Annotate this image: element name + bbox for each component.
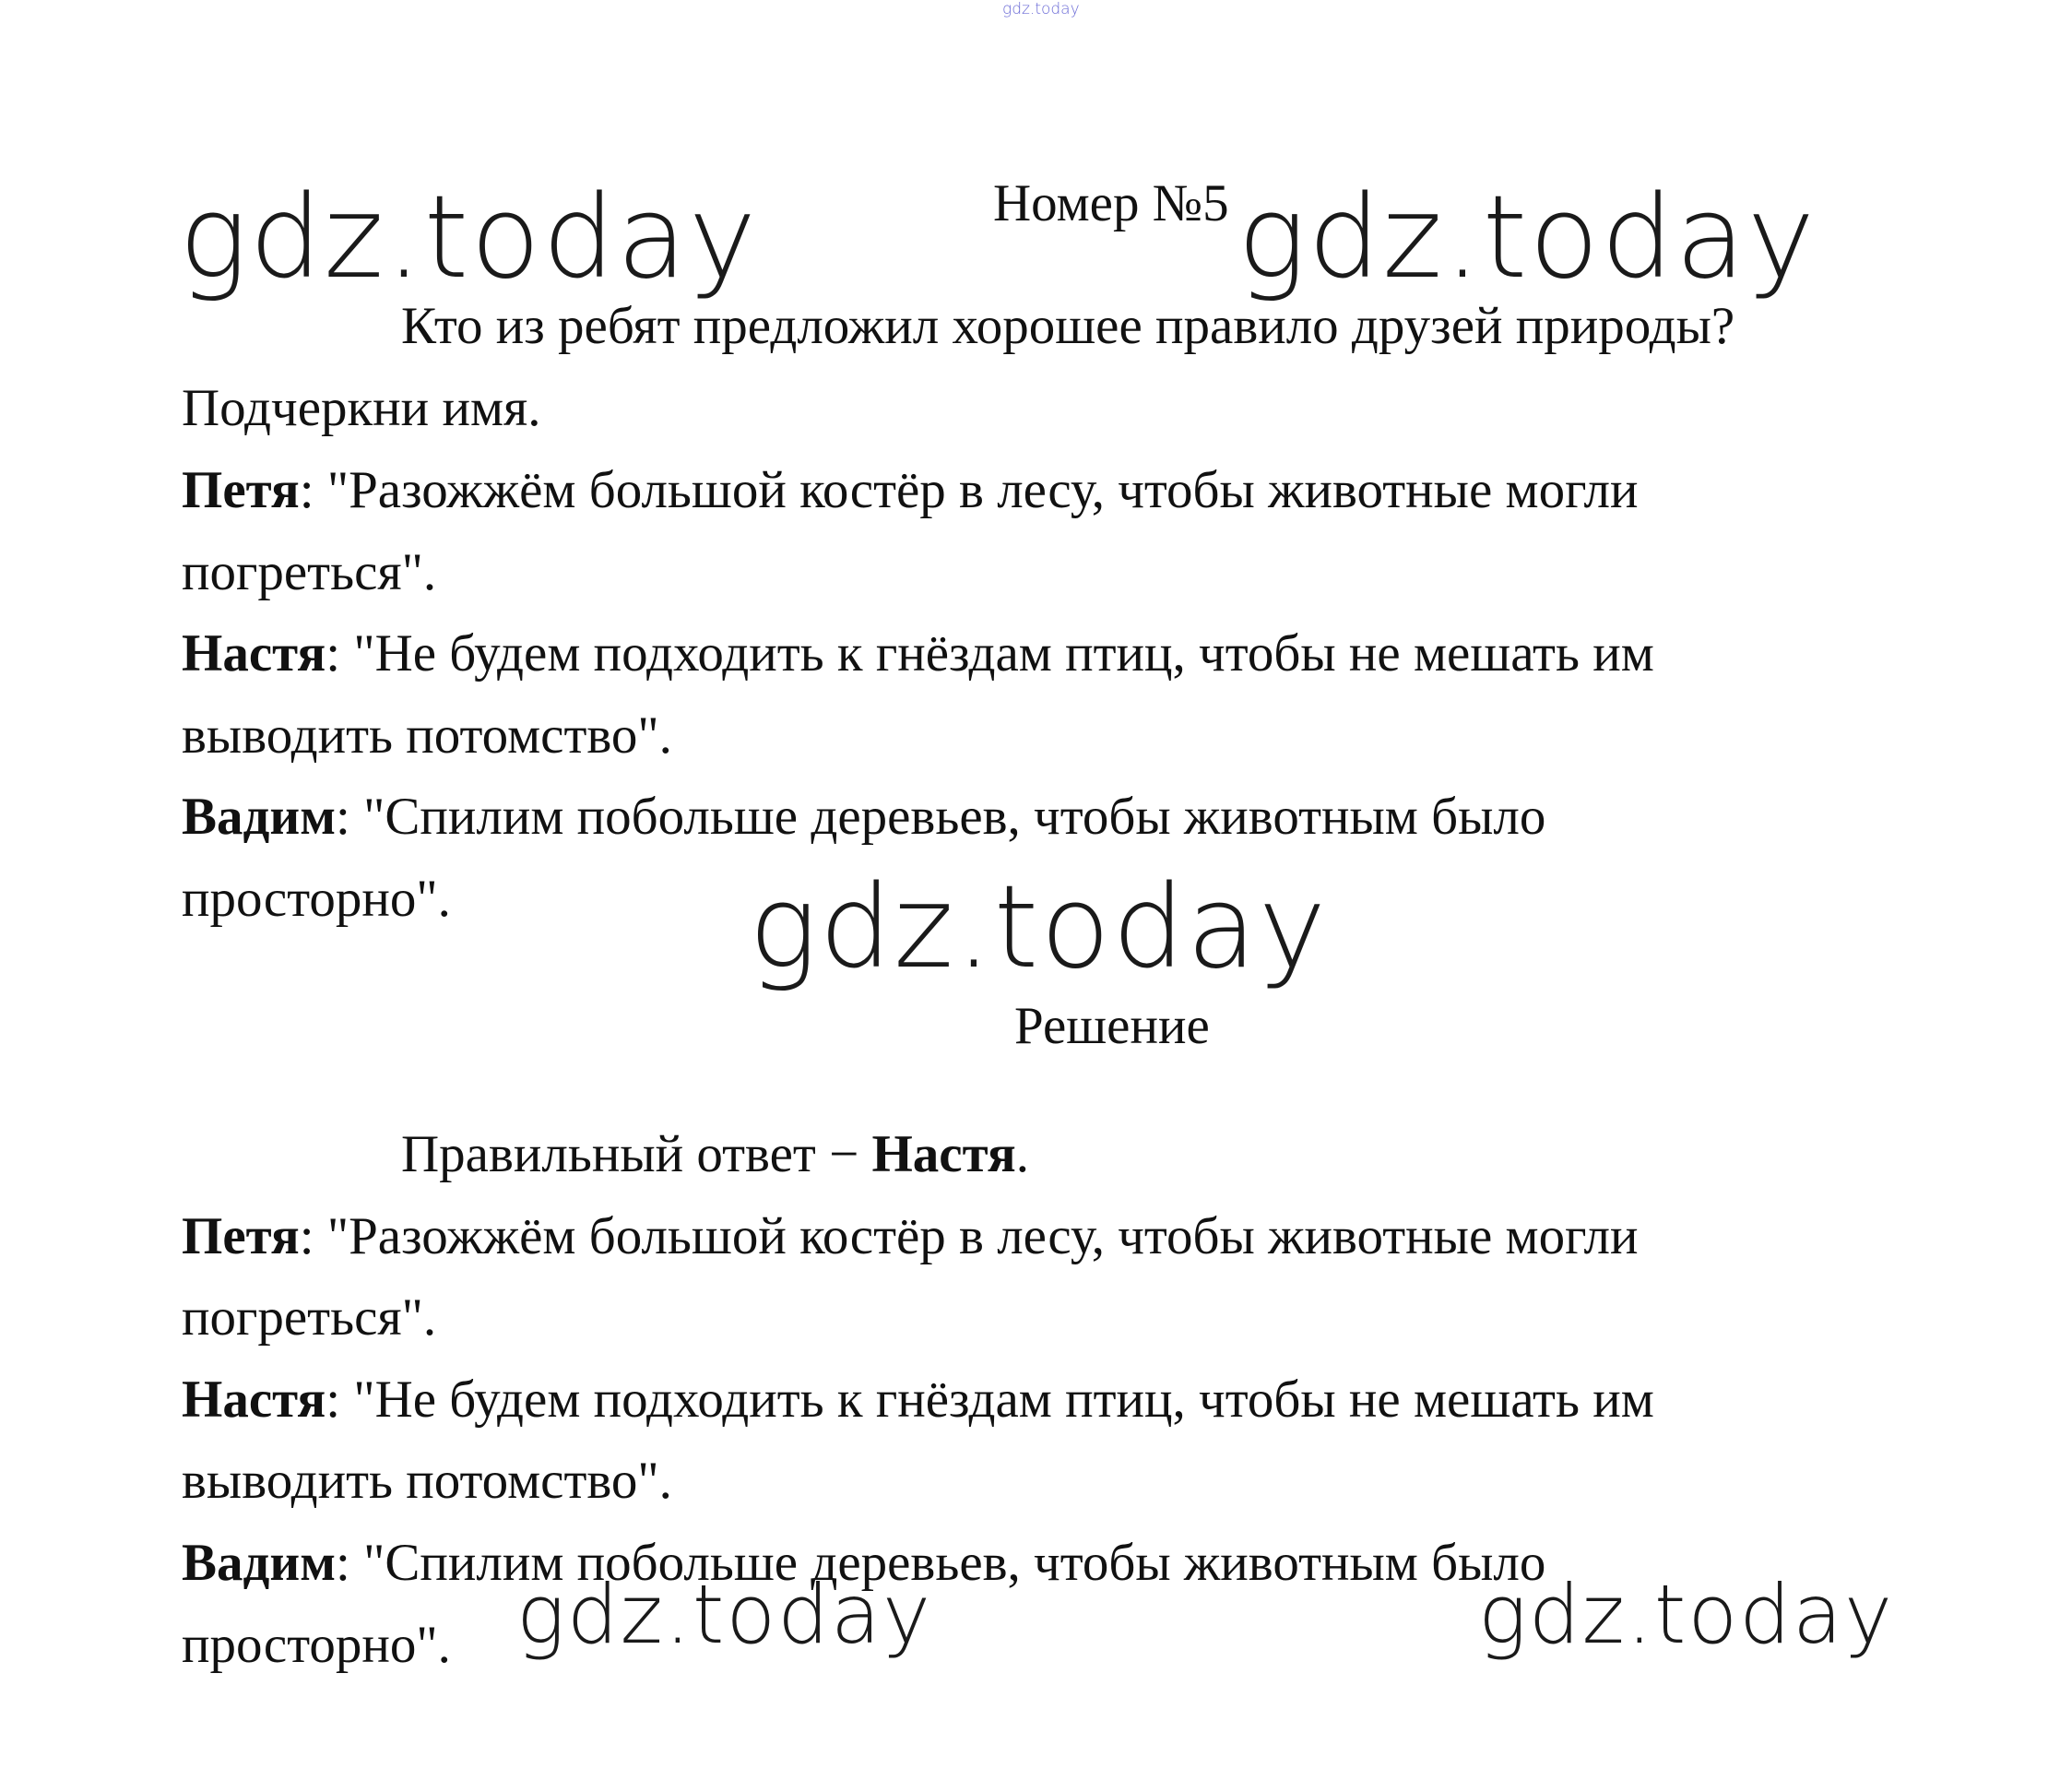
option-nastya-line-2: выводить потомство". bbox=[182, 706, 672, 765]
watermark-top-small: gdz.today bbox=[1002, 0, 1080, 18]
option-vadim-line-1 bbox=[182, 788, 1546, 846]
question-line-2: Подчеркни имя. bbox=[182, 379, 541, 437]
option-petya-line-2: погреться". bbox=[182, 543, 437, 601]
option-nastya-line-1 bbox=[182, 624, 1654, 682]
solution-nastya-line-2: выводить потомство". bbox=[182, 1452, 672, 1510]
option-text: : "Не будем подходить к гнёздам птиц, чтобы не мешать им bbox=[326, 624, 1654, 682]
solution-petya-line-1 bbox=[182, 1207, 1639, 1265]
option-text: : "Спилим побольше деревьев, чтобы животным было bbox=[336, 1534, 1546, 1592]
answer-name: Настя bbox=[871, 1125, 1016, 1183]
option-vadim-line-2: просторно". bbox=[182, 870, 451, 928]
solution-heading: Решение bbox=[1014, 997, 1210, 1055]
question-line-1: Кто из ребят предложил хорошее правило друзей природы? bbox=[401, 297, 1735, 355]
answer-line bbox=[401, 1125, 1029, 1183]
solution-nastya-line-1 bbox=[182, 1371, 1654, 1429]
watermark-right: gdz.today bbox=[1237, 172, 1817, 304]
option-name: Вадим bbox=[182, 1534, 337, 1592]
watermark-middle: gdz.today bbox=[749, 861, 1329, 994]
option-text: : "Разожжём большой костёр в лесу, чтобы животные могли bbox=[299, 1207, 1639, 1265]
answer-suffix: . bbox=[1015, 1125, 1029, 1183]
option-name: Настя bbox=[182, 1371, 326, 1429]
option-text: : "Разожжём большой костёр в лесу, чтобы животные могли bbox=[299, 461, 1639, 519]
watermark-bottom-left: gdz.today bbox=[516, 1567, 933, 1662]
answer-prefix: Правильный ответ − bbox=[401, 1125, 872, 1183]
task-number: Номер №5 bbox=[993, 174, 1229, 232]
option-text: : "Спилим побольше деревьев, чтобы животным было bbox=[336, 788, 1546, 846]
solution-vadim-line-2: просторно". bbox=[182, 1616, 451, 1674]
option-petya-line-1 bbox=[182, 461, 1639, 519]
watermark-left: gdz.today bbox=[179, 172, 759, 304]
option-name: Настя bbox=[182, 624, 326, 682]
option-name: Петя bbox=[182, 461, 300, 519]
option-text: : "Не будем подходить к гнёздам птиц, чтобы не мешать им bbox=[326, 1371, 1654, 1429]
solution-petya-line-2: погреться". bbox=[182, 1288, 437, 1347]
watermark-bottom-right: gdz.today bbox=[1478, 1567, 1895, 1662]
option-name: Петя bbox=[182, 1207, 300, 1265]
option-name: Вадим bbox=[182, 788, 337, 846]
